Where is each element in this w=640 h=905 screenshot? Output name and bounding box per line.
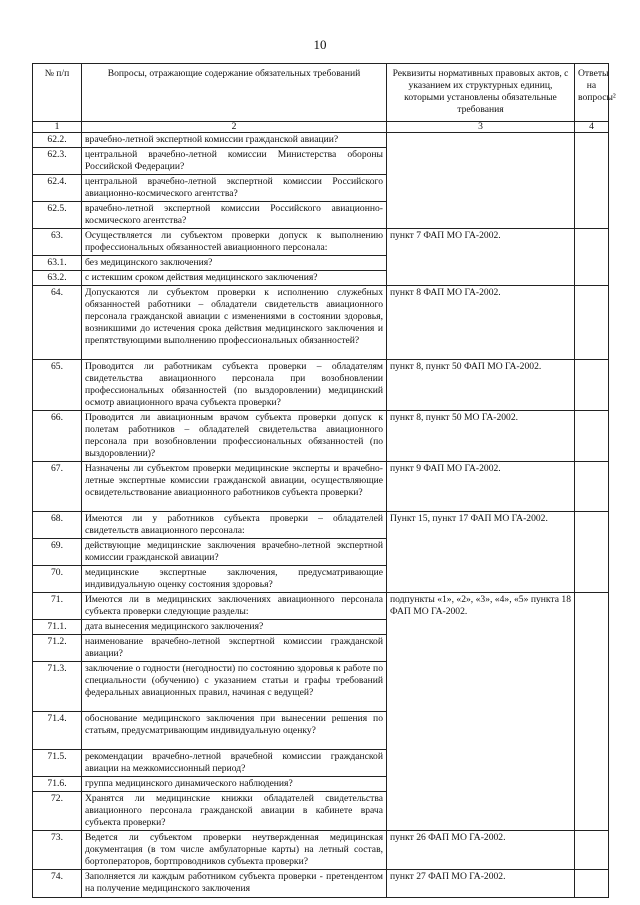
question-text: действующие медицинские заключения врачебно-летной экспертной комиссии гражданской авиации? (82, 539, 387, 566)
answer-cell (575, 831, 609, 870)
question-text: Проводится ли работникам субъекта проверки – обладателям свидетельства авиационного персонала при возобновлении профессиональных обязанностей (по выздоровлении) медицинский осмотр авиационного врача субъекта проверки? (82, 360, 387, 411)
row-number: 63. (33, 229, 82, 256)
question-text: центральной врачебно-летной экспертной комиссии Российского авиационно-космического агентства? (82, 175, 387, 202)
requisites-cell: пункт 27 ФАП МО ГА-2002. (387, 870, 575, 898)
row-number: 67. (33, 462, 82, 512)
answer-cell (575, 870, 609, 898)
answer-cell (575, 360, 609, 411)
requisites-cell: пункт 8, пункт 50 МО ГА-2002. (387, 411, 575, 462)
answer-cell (575, 133, 609, 229)
table-row (33, 593, 609, 620)
header-number: № п/п (33, 64, 82, 122)
requisites-cell: подпункты «1», «2», «3», «4», «5» пункта 18 ФАП МО ГА-2002. (387, 593, 575, 831)
row-number: 71.3. (33, 662, 82, 712)
table-row (33, 360, 609, 411)
answer-cell (575, 229, 609, 286)
question-text: без медицинского заключения? (82, 256, 387, 271)
requirements-table (32, 63, 616, 898)
row-number: 66. (33, 411, 82, 462)
table-row (33, 133, 609, 148)
requisites-cell: пункт 7 ФАП МО ГА-2002. (387, 229, 575, 286)
row-number: 71.5. (33, 750, 82, 777)
row-number: 69. (33, 539, 82, 566)
table-row (33, 286, 609, 360)
question-text: заключение о годности (негодности) по состоянию здоровья к работе по специальности (обучению) с указанием статьи и графы требований федеральных авиационных правил, начиная с ведущей? (82, 662, 387, 712)
table-row (33, 870, 609, 898)
column-number: 2 (82, 122, 387, 133)
row-number: 71.6. (33, 777, 82, 792)
table-body (33, 133, 609, 898)
question-text: Ведется ли субъектом проверки неутвержденная медицинская документация (в том числе амбулаторные карты) на летный состав, бортоператоров, бортпроводников субъекта проверки? (82, 831, 387, 870)
question-text: врачебно-летной экспертной комиссии гражданской авиации? (82, 133, 387, 148)
table-row (33, 462, 609, 512)
table-row (33, 831, 609, 870)
column-number-row (33, 122, 609, 133)
row-number: 73. (33, 831, 82, 870)
question-text: наименование врачебно-летной экспертной комиссии гражданской авиации? (82, 635, 387, 662)
question-text: медицинские экспертные заключения, предусматривающие индивидуальную оценку состояния здоровья? (82, 566, 387, 593)
requisites-cell: Пункт 15, пункт 17 ФАП МО ГА-2002. (387, 512, 575, 593)
question-text: Назначены ли субъектом проверки медицинские эксперты и врачебно-летные экспертные комиссии гражданской авиации, осуществляющие освидетельствование авиационного работников субъекта проверки? (82, 462, 387, 512)
table-row (33, 411, 609, 462)
row-number: 62.5. (33, 202, 82, 229)
row-number: 63.1. (33, 256, 82, 271)
table-row (33, 229, 609, 256)
header-answers: Ответы на вопросы² (575, 64, 609, 122)
question-text: Имеются ли в медицинских заключениях авиационного персонала субъекта проверки следующие разделы: (82, 593, 387, 620)
answer-cell (575, 462, 609, 512)
question-text: Осуществляется ли субъектом проверки допуск к выполнению профессиональных обязанностей авиационного персонала: (82, 229, 387, 256)
answer-cell (575, 593, 609, 831)
question-text: Заполняется ли каждым работником субъекта проверки - претендентом на получение медицинского заключения (82, 870, 387, 898)
page-number: 10 (313, 37, 327, 52)
question-text: с истекшим сроком действия медицинского заключения? (82, 271, 387, 286)
row-number: 65. (33, 360, 82, 411)
requisites-cell: пункт 26 ФАП МО ГА-2002. (387, 831, 575, 870)
row-number: 62.4. (33, 175, 82, 202)
row-number: 70. (33, 566, 82, 593)
column-number: 3 (387, 122, 575, 133)
header-requisites: Реквизиты нормативных правовых актов, с указанием их структурных единиц, которыми установлены обязательные требования (387, 64, 575, 122)
row-number: 63.2. (33, 271, 82, 286)
row-number: 74. (33, 870, 82, 898)
question-text: обоснование медицинского заключения при вынесении решения по статьям, предусматривающим индивидуальную оценку? (82, 712, 387, 750)
row-number: 72. (33, 792, 82, 831)
requisites-cell: пункт 9 ФАП МО ГА-2002. (387, 462, 575, 512)
table-row (33, 512, 609, 539)
question-text: рекомендации врачебно-летной врачебной комиссии гражданской авиации на межкомиссионный период? (82, 750, 387, 777)
requisites-cell (387, 133, 575, 229)
row-number: 64. (33, 286, 82, 360)
question-text: Проводится ли авиационным врачом субъекта проверки допуск к полетам работников – обладателей свидетельства авиационного персонала при возобновлении профессиональных обязанностей (по выздоровлении)? (82, 411, 387, 462)
question-text: Имеются ли у работников субъекта проверки – обладателей свидетельств авиационного персонала: (82, 512, 387, 539)
requisites-cell: пункт 8, пункт 50 ФАП МО ГА-2002. (387, 360, 575, 411)
row-number: 71. (33, 593, 82, 620)
row-number: 71.4. (33, 712, 82, 750)
question-text: дата вынесения медицинского заключения? (82, 620, 387, 635)
question-text: Хранятся ли медицинские книжки обладателей свидетельства авиационного персонала гражданской авиации в кабинете врача субъекта проверки? (82, 792, 387, 831)
answer-cell (575, 512, 609, 593)
row-number: 68. (33, 512, 82, 539)
question-text: Допускаются ли субъектом проверки к исполнению служебных обязанностей работники – обладатели свидетельств авиационного персонала гражданской авиации с изменениями в состоянии здоровья, возникшими до истечения срока действия медицинского заключения и препятствующими выполнению профессиональных обязанностей? (82, 286, 387, 360)
row-number: 62.2. (33, 133, 82, 148)
row-number: 71.2. (33, 635, 82, 662)
column-number: 1 (33, 122, 82, 133)
table-header-row (33, 64, 609, 122)
requisites-cell: пункт 8 ФАП МО ГА-2002. (387, 286, 575, 360)
question-text: врачебно-летной экспертной комиссии Российского авиационно-космического агентства? (82, 202, 387, 229)
question-text: группа медицинского динамического наблюдения? (82, 777, 387, 792)
header-questions: Вопросы, отражающие содержание обязательных требований (82, 64, 387, 122)
answer-cell (575, 411, 609, 462)
question-text: центральной врачебно-летной комиссии Министерства обороны Российской Федерации? (82, 148, 387, 175)
row-number: 71.1. (33, 620, 82, 635)
row-number: 62.3. (33, 148, 82, 175)
answer-cell (575, 286, 609, 360)
column-number: 4 (575, 122, 609, 133)
